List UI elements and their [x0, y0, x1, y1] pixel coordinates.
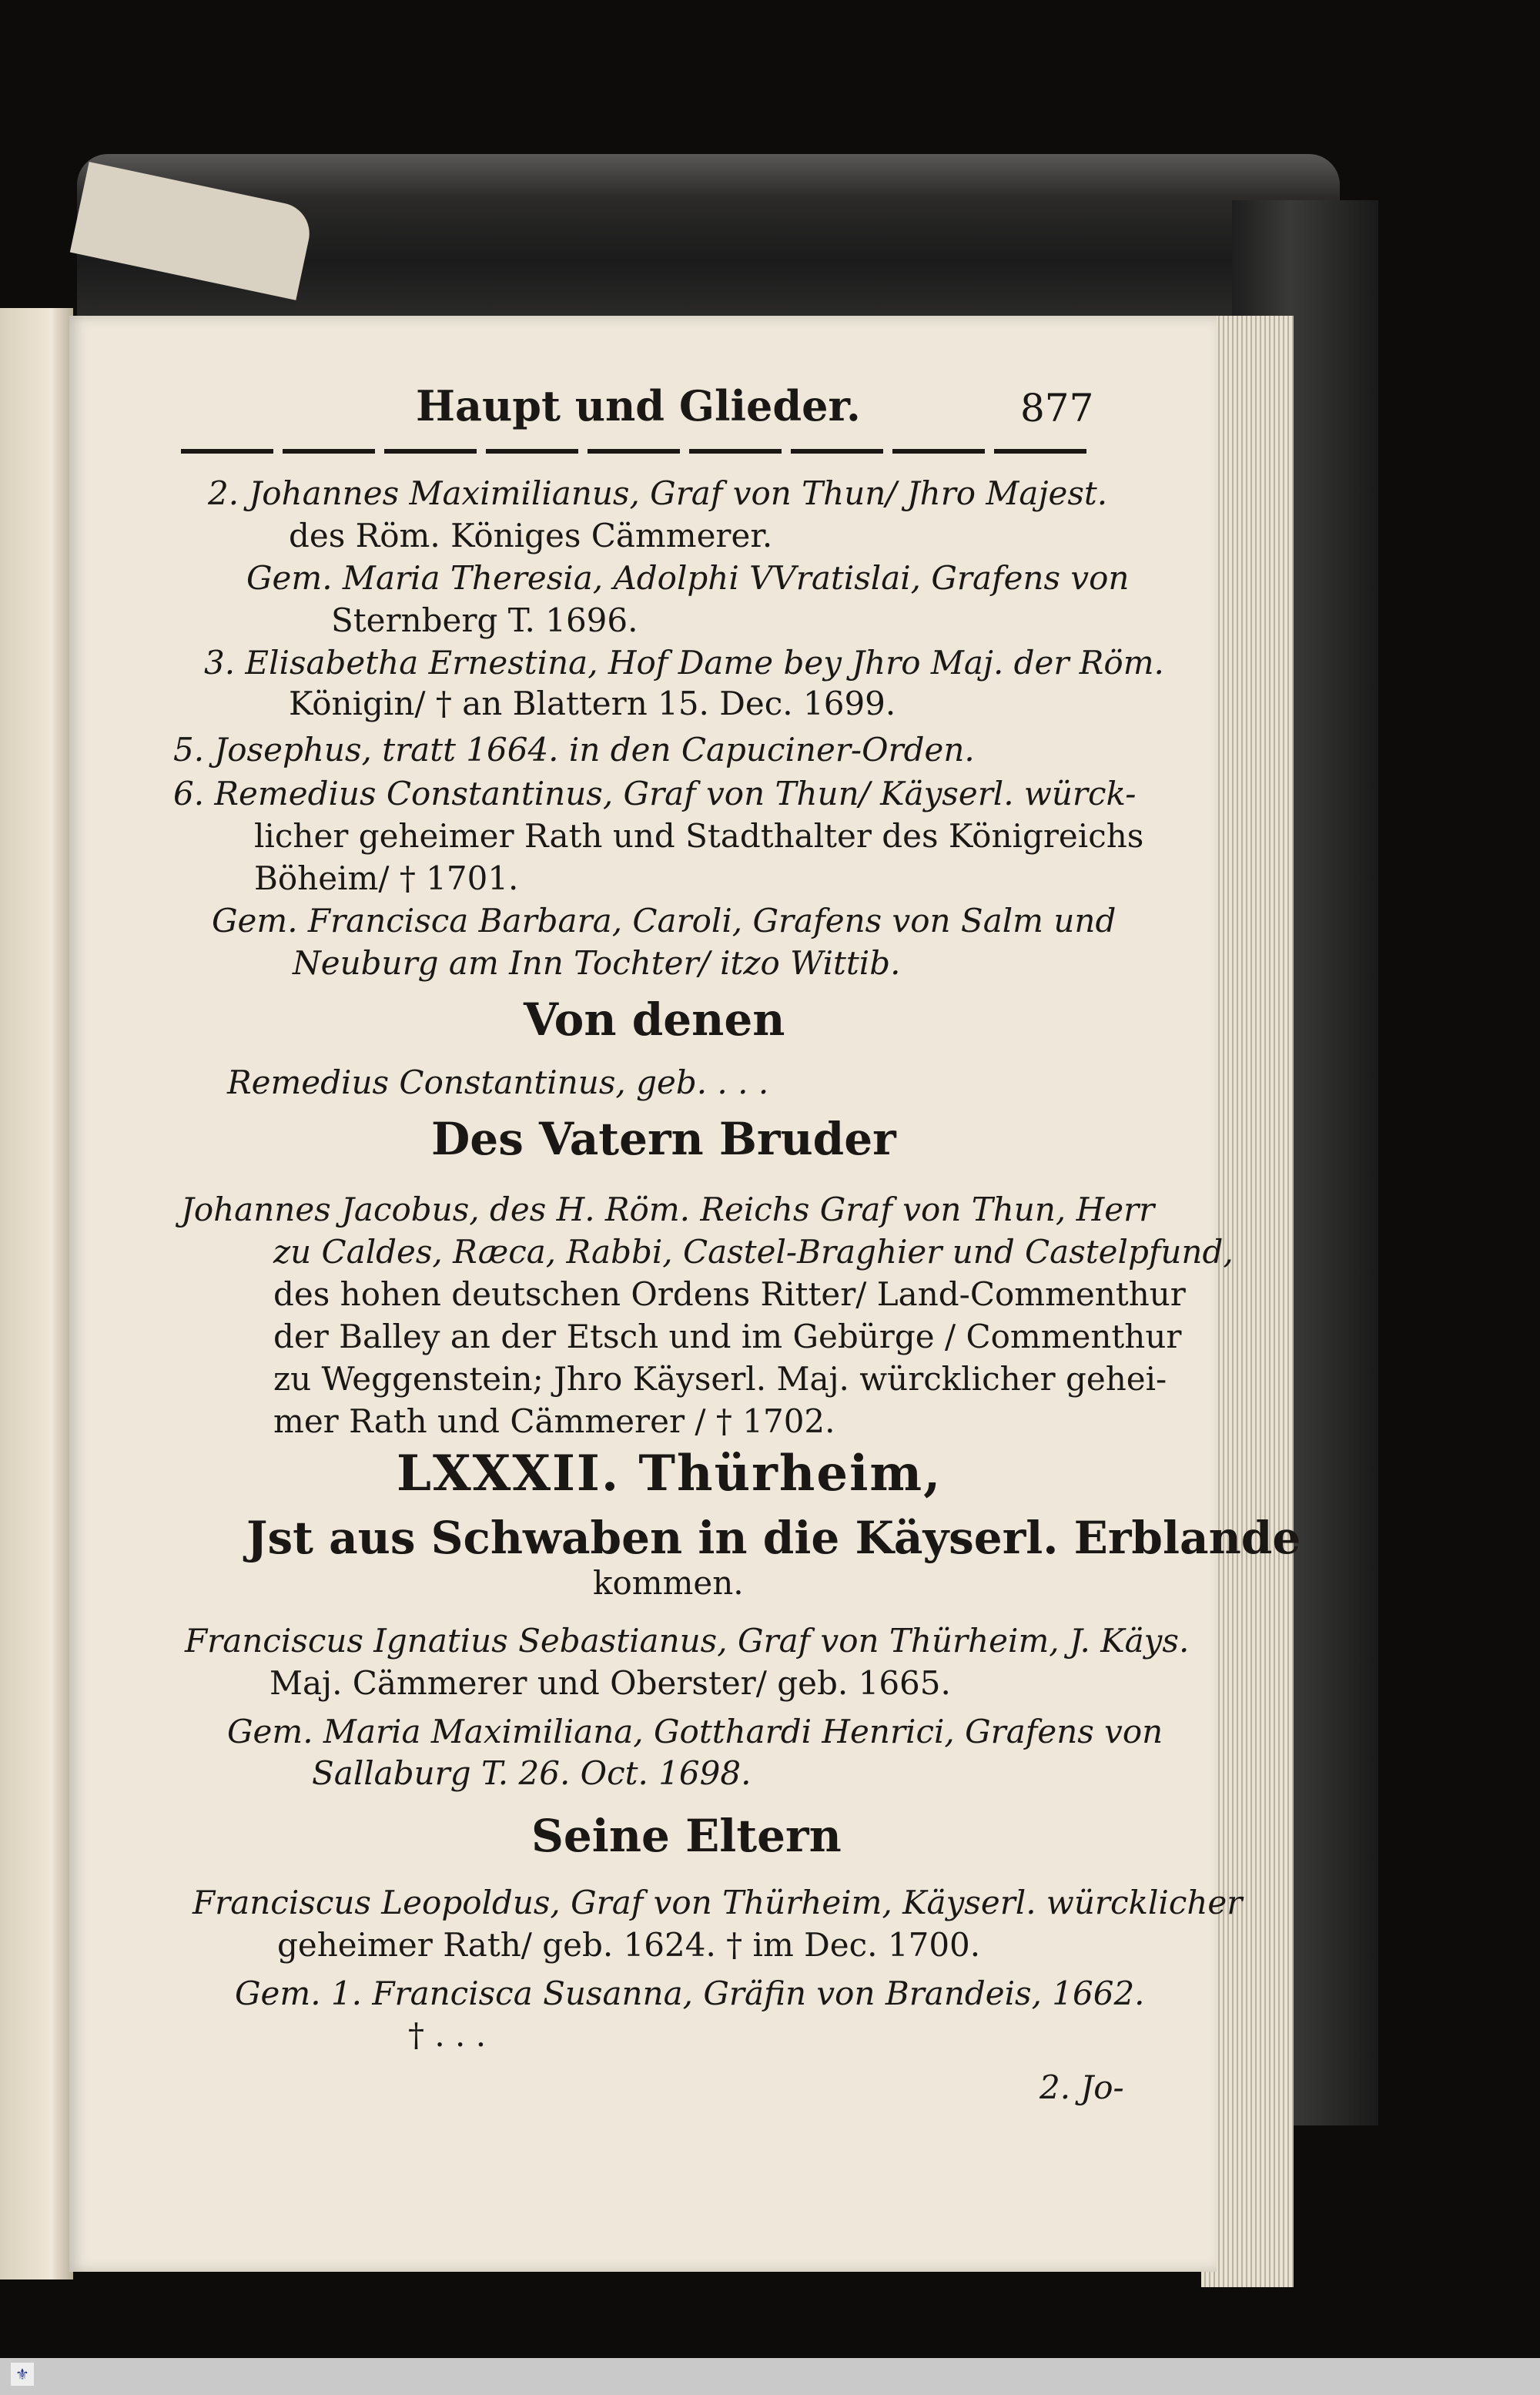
text-line: mer Rath und Cämmerer / † 1702. — [273, 1402, 835, 1440]
text-line: des Röm. Königes Cämmerer. — [289, 517, 773, 554]
text-line: Böheim/ † 1701. — [254, 859, 519, 897]
chapter-title: LXXXII. Thürheim, — [397, 1445, 942, 1502]
chapter-subtitle: kommen. — [593, 1564, 744, 1602]
text-line: der Balley an der Etsch und im Gebürge / Commenthur — [273, 1318, 1182, 1355]
text-line: 3. Elisabetha Ernestina, Hof Dame bey Jhro Maj. der Röm. — [204, 644, 1164, 682]
text-line: Gem. Maria Theresia, Adolphi VVratislai, Grafens von — [246, 559, 1130, 597]
text-line: geheimer Rath/ geb. 1624. † im Dec. 1700. — [277, 1926, 981, 1964]
text-line: Neuburg am Inn Tochter/ itzo Wittib. — [293, 944, 901, 982]
text-line: † . . . — [408, 2016, 487, 2054]
text-line: zu Weggenstein; Jhro Käyserl. Maj. würcklicher gehei- — [273, 1360, 1167, 1398]
text-line: 5. Josephus, tratt 1664. in den Capuciner-Orden. — [173, 731, 975, 769]
text-line: Gem. Maria Maximiliana, Gotthardi Henrici, Grafens von — [227, 1713, 1163, 1750]
text-line: Gem. Francisca Barbara, Caroli, Grafens von Salm und — [212, 902, 1116, 940]
text-line: Franciscus Leopoldus, Graf von Thürheim, Käyserl. würcklicher — [192, 1884, 1243, 1921]
text-line: des hohen deutschen Ordens Ritter/ Land-Commenthur — [273, 1275, 1186, 1313]
text-line: licher geheimer Rath und Stadthalter des Königreichs — [254, 817, 1144, 855]
section-heading: Seine Eltern — [531, 1810, 842, 1862]
text-line: Königin/ † an Blattern 15. Dec. 1699. — [289, 685, 896, 722]
catchword: 2. Jo- — [1040, 2068, 1124, 2106]
text-line: 6. Remedius Constantinus, Graf von Thun/ Käyserl. würck- — [173, 775, 1137, 812]
text-line: Maj. Cämmerer und Oberster/ geb. 1665. — [270, 1664, 951, 1702]
text-line: Sternberg T. 1696. — [331, 601, 638, 639]
text-line: Franciscus Ignatius Sebastianus, Graf von Thürheim, J. Käys. — [185, 1622, 1190, 1660]
text-line: Remedius Constantinus, geb. . . . — [227, 1064, 769, 1101]
text-line: zu Caldes, Ræca, Rabbi, Castel-Braghier und Castelpfund, — [273, 1233, 1234, 1271]
text-line: Johannes Jacobus, des H. Röm. Reichs Graf von Thun, Herr — [181, 1191, 1155, 1228]
header-rule — [181, 449, 1090, 454]
left-page-edge — [0, 308, 73, 2279]
library-logo-icon: ⚜ — [11, 2363, 34, 2386]
text-line: 2. Johannes Maximilianus, Graf von Thun/ Jhro Majest. — [208, 474, 1108, 512]
curled-page — [70, 162, 315, 300]
chapter-subtitle: Jst aus Schwaben in die Käyserl. Erblande — [246, 1512, 1301, 1564]
book-top-edge — [77, 154, 1340, 331]
section-heading: Von denen — [524, 993, 785, 1046]
page-number: 877 — [1020, 386, 1094, 430]
text-line: Sallaburg T. 26. Oct. 1698. — [312, 1754, 752, 1792]
section-heading: Des Vatern Bruder — [431, 1113, 896, 1165]
viewer-footer — [0, 2358, 1540, 2395]
running-header: Haupt und Glieder. — [416, 381, 861, 430]
text-line: Gem. 1. Francisca Susanna, Gräfin von Brandeis, 1662. — [235, 1975, 1145, 2012]
